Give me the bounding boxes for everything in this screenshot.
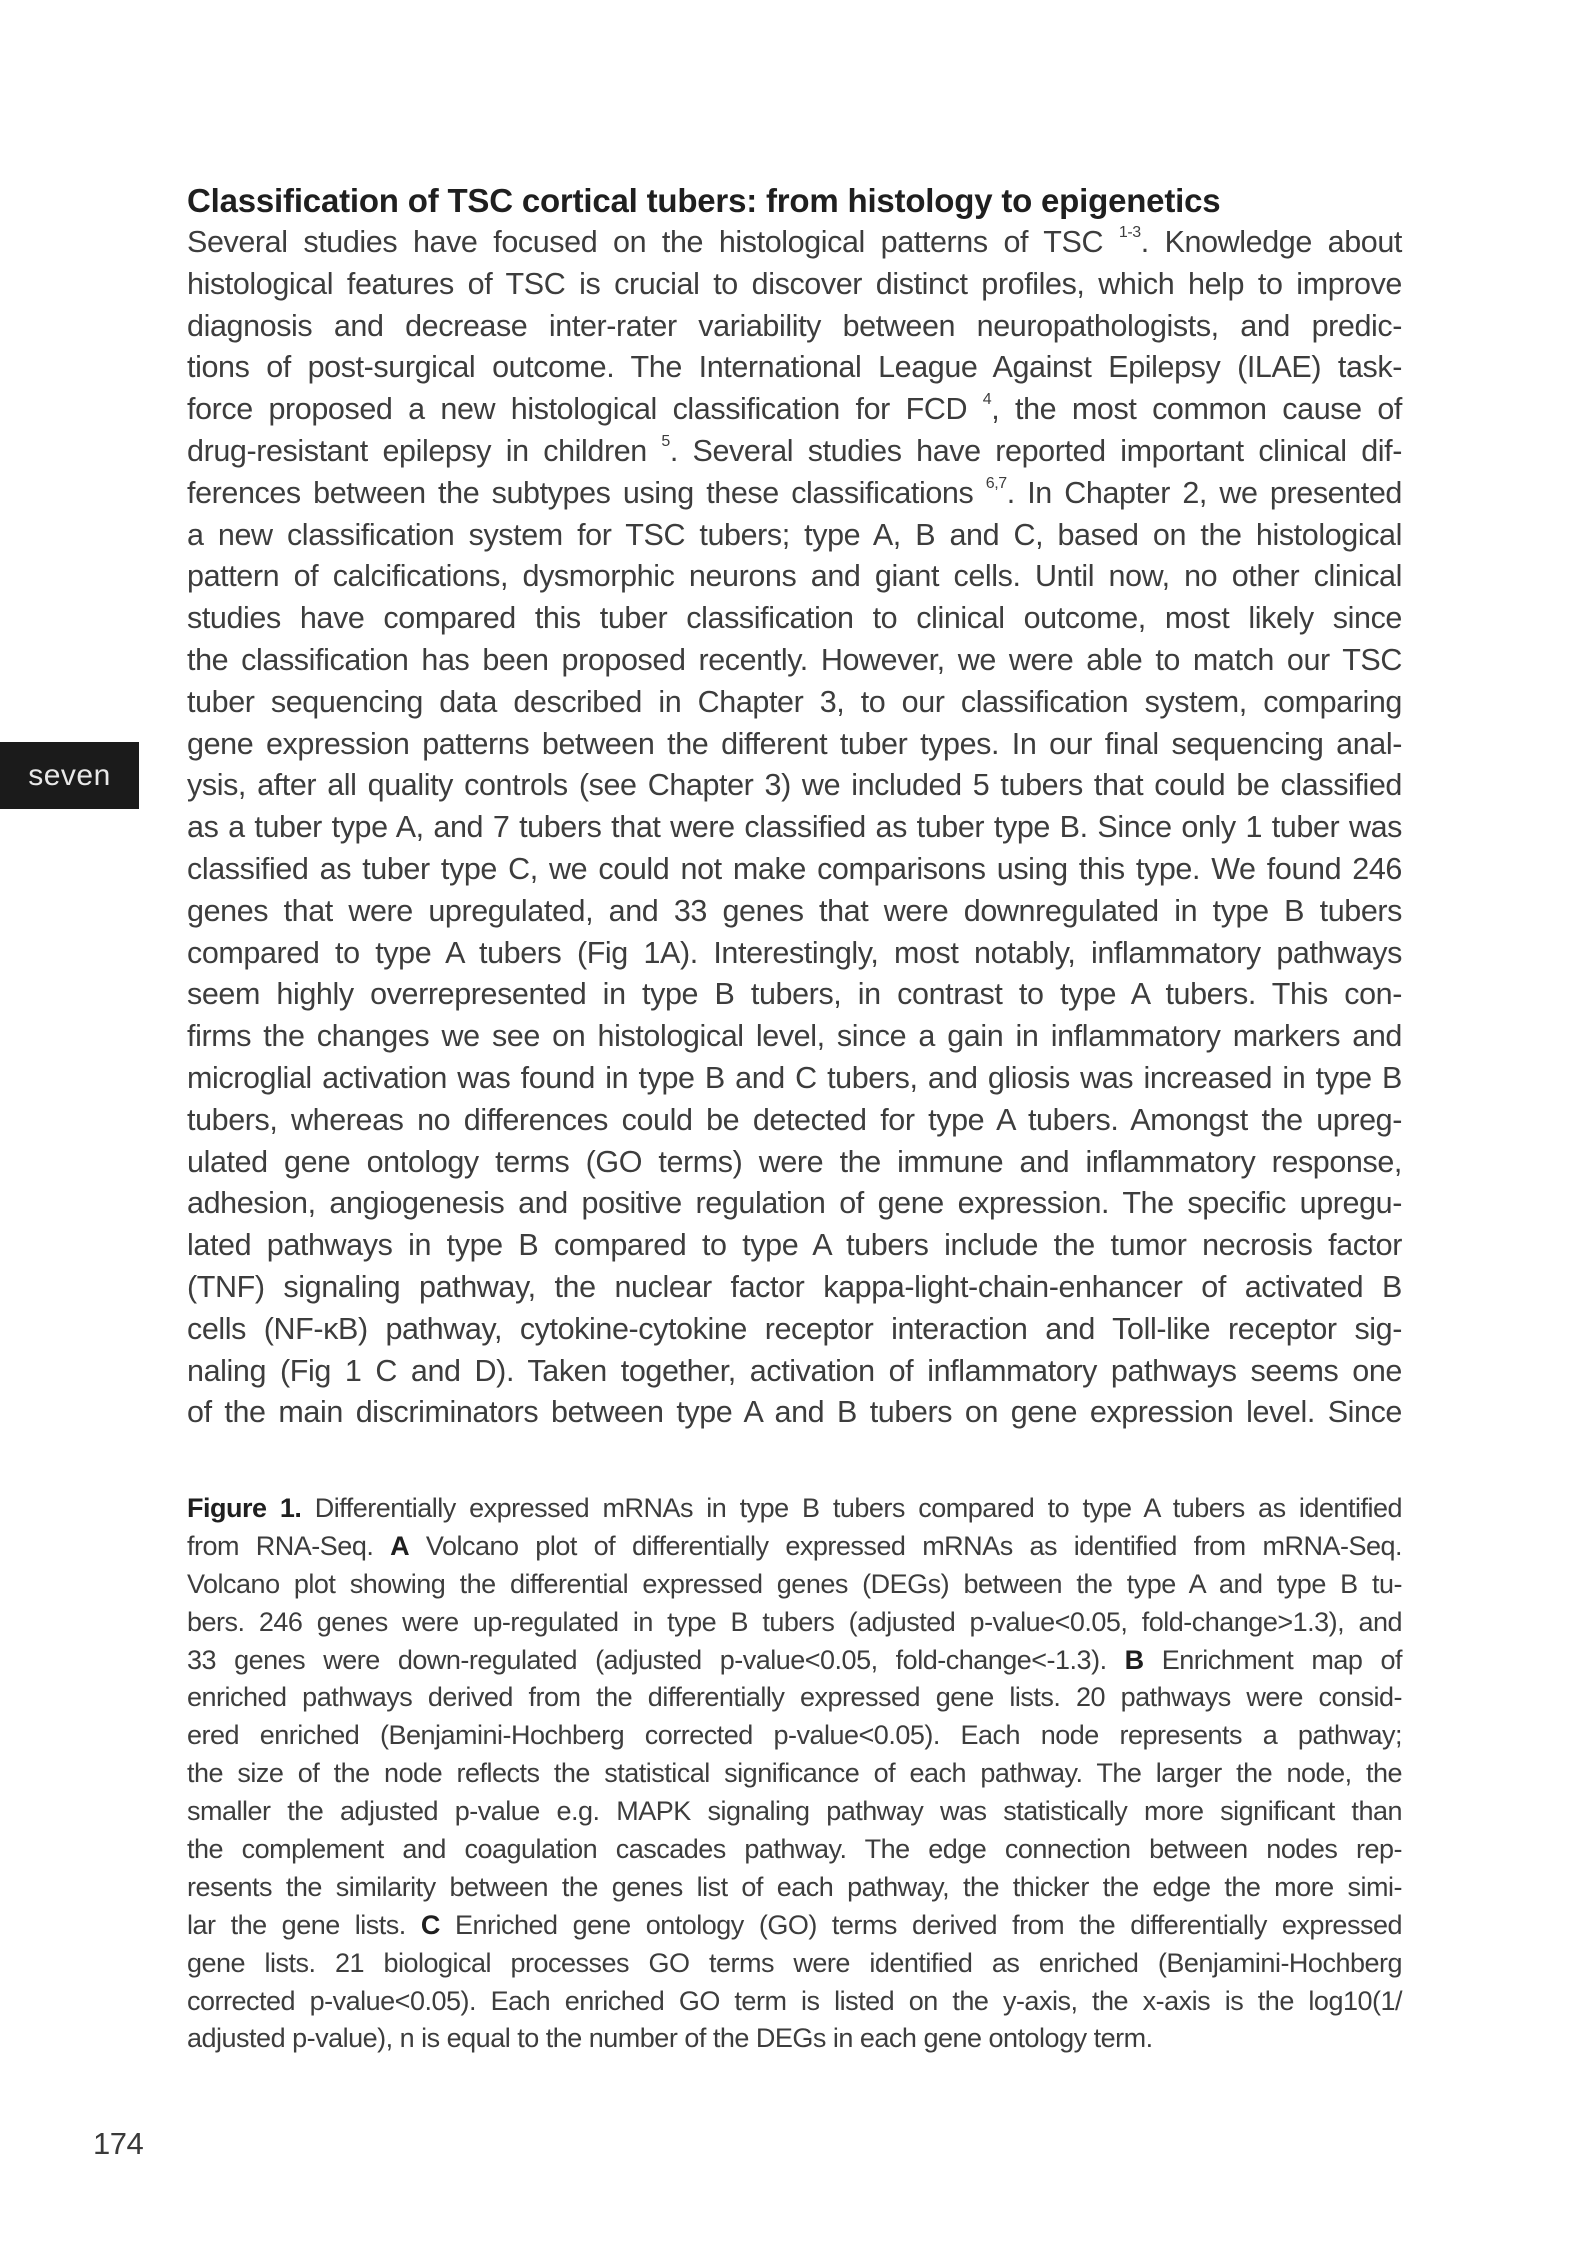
body-line: firms the changes we see on histological level, since a gain in inflammatory markers and	[187, 1019, 1402, 1054]
figure-label: Figure 1.	[187, 1493, 302, 1523]
body-line: tubers, whereas no differences could be detected for type A tubers. Amongst the upreg-	[187, 1102, 1402, 1137]
body-line: pattern of calcifications, dysmorphic neurons and giant cells. Until now, no other clinical	[187, 559, 1402, 594]
body-line: as a tuber type A, and 7 tubers that were classified as tuber type B. Since only 1 tuber was	[187, 810, 1402, 845]
body-line: ferences between the subtypes using these classifications $^{6,7}$. In Chapter 2, we presented	[187, 474, 1402, 510]
caption-line: ered enriched (Benjamini-Hochberg corrected p-value<0.05). Each node represents a pathway;	[187, 1720, 1402, 1751]
caption-line: Figure 1. Differentially expressed mRNAs in type B tubers compared to type A tubers as identified	[187, 1493, 1402, 1523]
caption-line: enriched pathways derived from the differentially expressed gene lists. 20 pathways were consid-	[187, 1682, 1402, 1713]
body-line: compared to type A tubers (Fig 1A). Interestingly, most notably, inflammatory pathways	[187, 935, 1402, 970]
body-line: naling (Fig 1 C and D). Taken together, activation of inflammatory pathways seems one	[187, 1353, 1402, 1388]
section-heading: Classification of TSC cortical tubers: from histology to epigenetics	[187, 182, 1221, 219]
body-line: studies have compared this tuber classification to clinical outcome, most likely since	[187, 601, 1402, 636]
body-line: histological features of TSC is crucial to discover distinct profiles, which help to improve	[187, 266, 1402, 301]
body-line: diagnosis and decrease inter-rater variability between neuropathologists, and predic-	[187, 308, 1402, 343]
body-line: tions of post-surgical outcome. The International League Against Epilepsy (ILAE) task-	[187, 350, 1402, 385]
body-line: lated pathways in type B compared to type A tubers include the tumor necrosis factor	[187, 1228, 1402, 1263]
body-line: tuber sequencing data described in Chapter 3, to our classification system, comparing	[187, 684, 1402, 719]
caption-line: smaller the adjusted p-value e.g. MAPK signaling pathway was statistically more significant than	[187, 1796, 1402, 1827]
caption-line: Volcano plot showing the differential expressed genes (DEGs) between the type A and type B tu-	[187, 1568, 1402, 1599]
caption-line: from RNA-Seq. A Volcano plot of differentially expressed mRNAs as identified from mRNA-Seq.	[187, 1530, 1402, 1561]
body-line: adhesion, angiogenesis and positive regulation of gene expression. The specific upregu-	[187, 1186, 1402, 1221]
caption-line: the complement and coagulation cascades pathway. The edge connection between nodes rep-	[187, 1834, 1402, 1865]
citation-superscript: 1-3	[1118, 223, 1141, 241]
body-line: microglial activation was found in type B and C tubers, and gliosis was increased in type B	[187, 1060, 1402, 1095]
panel-label: C	[420, 1909, 440, 1940]
body-line: classified as tuber type C, we could not make comparisons using this type. We found 246	[187, 851, 1402, 886]
caption-line: bers. 246 genes were up-regulated in type B tubers (adjusted p-value<0.05, fold-change>1.3), and	[187, 1606, 1402, 1637]
body-line: of the main discriminators between type A and B tubers on gene expression level. Since	[187, 1395, 1402, 1430]
caption-line: 33 genes were down-regulated (adjusted p-value<0.05, fold-change<-1.3). B Enrichment map of	[187, 1644, 1402, 1675]
panel-label: B	[1124, 1644, 1144, 1675]
body-paragraph	[187, 222, 1402, 1434]
body-line: gene expression patterns between the different tuber types. In our final sequencing anal-	[187, 726, 1402, 761]
caption-line: resents the similarity between the genes list of each pathway, the thicker the edge the more simi-	[187, 1871, 1402, 1902]
citation-superscript: 4	[982, 391, 992, 409]
caption-line: the size of the node reflects the statistical significance of each pathway. The larger the node, the	[187, 1758, 1402, 1789]
caption-line: adjusted p-value), n is equal to the number of the DEGs in each gene ontology term.	[187, 2023, 1153, 2054]
panel-label: A	[390, 1530, 410, 1561]
body-line: (TNF) signaling pathway, the nuclear factor kappa-light-chain-enhancer of activated B	[187, 1269, 1402, 1304]
body-line: a new classification system for TSC tubers; type A, B and C, based on the histological	[187, 517, 1402, 552]
page-number: 174	[93, 2126, 144, 2161]
caption-line: gene lists. 21 biological processes GO terms were identified as enriched (Benjamini-Hochberg	[187, 1947, 1402, 1978]
body-line: seem highly overrepresented in type B tubers, in contrast to type A tubers. This con-	[187, 977, 1402, 1012]
caption-line: corrected p-value<0.05). Each enriched GO term is listed on the y-axis, the x-axis is the log10(1/	[187, 1985, 1402, 2016]
body-line: force proposed a new histological classification for FCD $^4$, the most common cause of	[187, 391, 1402, 427]
body-line: ysis, after all quality controls (see Chapter 3) we included 5 tubers that could be classified	[187, 768, 1402, 803]
citation-superscript: 5	[661, 432, 670, 450]
body-line: ulated gene ontology terms (GO terms) were the immune and inflammatory response,	[187, 1144, 1402, 1179]
citation-superscript: 6,7	[985, 474, 1007, 492]
body-line: genes that were upregulated, and 33 genes that were downregulated in type B tubers	[187, 893, 1402, 928]
body-line: cells (NF-κB) pathway, cytokine-cytokine receptor interaction and Toll-like receptor sig-	[187, 1311, 1402, 1346]
chapter-side-tab: seven	[0, 742, 139, 809]
caption-line: lar the gene lists. C Enriched gene ontology (GO) terms derived from the differentially expressed	[187, 1909, 1402, 1940]
body-line: Several studies have focused on the histological patterns of TSC $^{1-3}$. Knowledge about	[187, 223, 1403, 259]
body-line: the classification has been proposed recently. However, we were able to match our TSC	[187, 642, 1402, 677]
body-line: drug-resistant epilepsy in children $^5$. Several studies have reported important clinical dif-	[187, 432, 1402, 468]
figure-caption	[187, 1490, 1402, 2058]
